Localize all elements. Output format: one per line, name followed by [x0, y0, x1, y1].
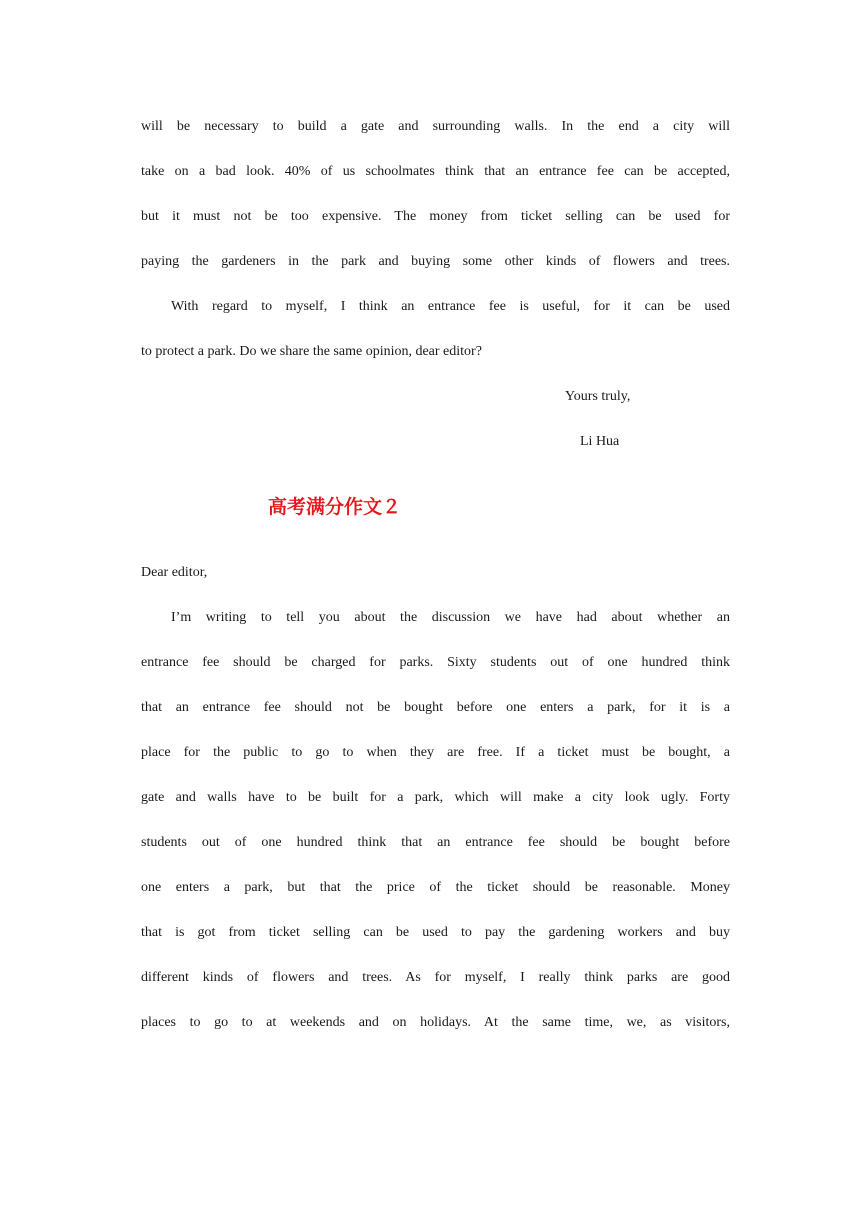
- letter1-line-2: take on a bad look. 40% of us schoolmates think that an entrance fee can be accepted,: [141, 164, 730, 179]
- letter1-para2-line-1: With regard to myself, I think an entrance fee is useful, for it can be used: [171, 299, 730, 314]
- letter1-line-1: will be necessary to build a gate and surrounding walls. In the end a city will: [141, 119, 730, 134]
- letter2-line-7: one enters a park, but that the price of the ticket should be reasonable. Money: [141, 880, 730, 895]
- letter1-para2-line-2: to protect a park. Do we share the same opinion, dear editor?: [141, 344, 482, 359]
- letter1-line-3: but it must not be too expensive. The money from ticket selling can be used for: [141, 209, 730, 224]
- letter2-line-10: places to go to at weekends and on holidays. At the same time, we, as visitors,: [141, 1015, 730, 1030]
- letter2-line-4: place for the public to go to when they are free. If a ticket must be bought, a: [141, 745, 730, 760]
- letter2-line-8: that is got from ticket selling can be used to pay the gardening workers and buy: [141, 925, 730, 940]
- letter2-line-1: I’m writing to tell you about the discussion we have had about whether an: [171, 610, 730, 625]
- letter2-line-6: students out of one hundred think that an entrance fee should be bought before: [141, 835, 730, 850]
- letter2-salutation: Dear editor,: [141, 565, 208, 580]
- letter2-line-9: different kinds of flowers and trees. As for myself, I really think parks are good: [141, 970, 730, 985]
- letter1-closing: Yours truly,: [565, 389, 631, 404]
- letter1-signature: Li Hua: [580, 434, 620, 449]
- letter1-line-4: paying the gardeners in the park and buying some other kinds of flowers and trees.: [141, 254, 730, 269]
- letter2-line-3: that an entrance fee should not be bought before one enters a park, for it is a: [141, 700, 730, 715]
- letter2-line-2: entrance fee should be charged for parks. Sixty students out of one hundred think: [141, 655, 730, 670]
- section-heading: 高考满分作文２: [268, 496, 402, 518]
- letter2-line-5: gate and walls have to be built for a park, which will make a city look ugly. Forty: [141, 790, 730, 805]
